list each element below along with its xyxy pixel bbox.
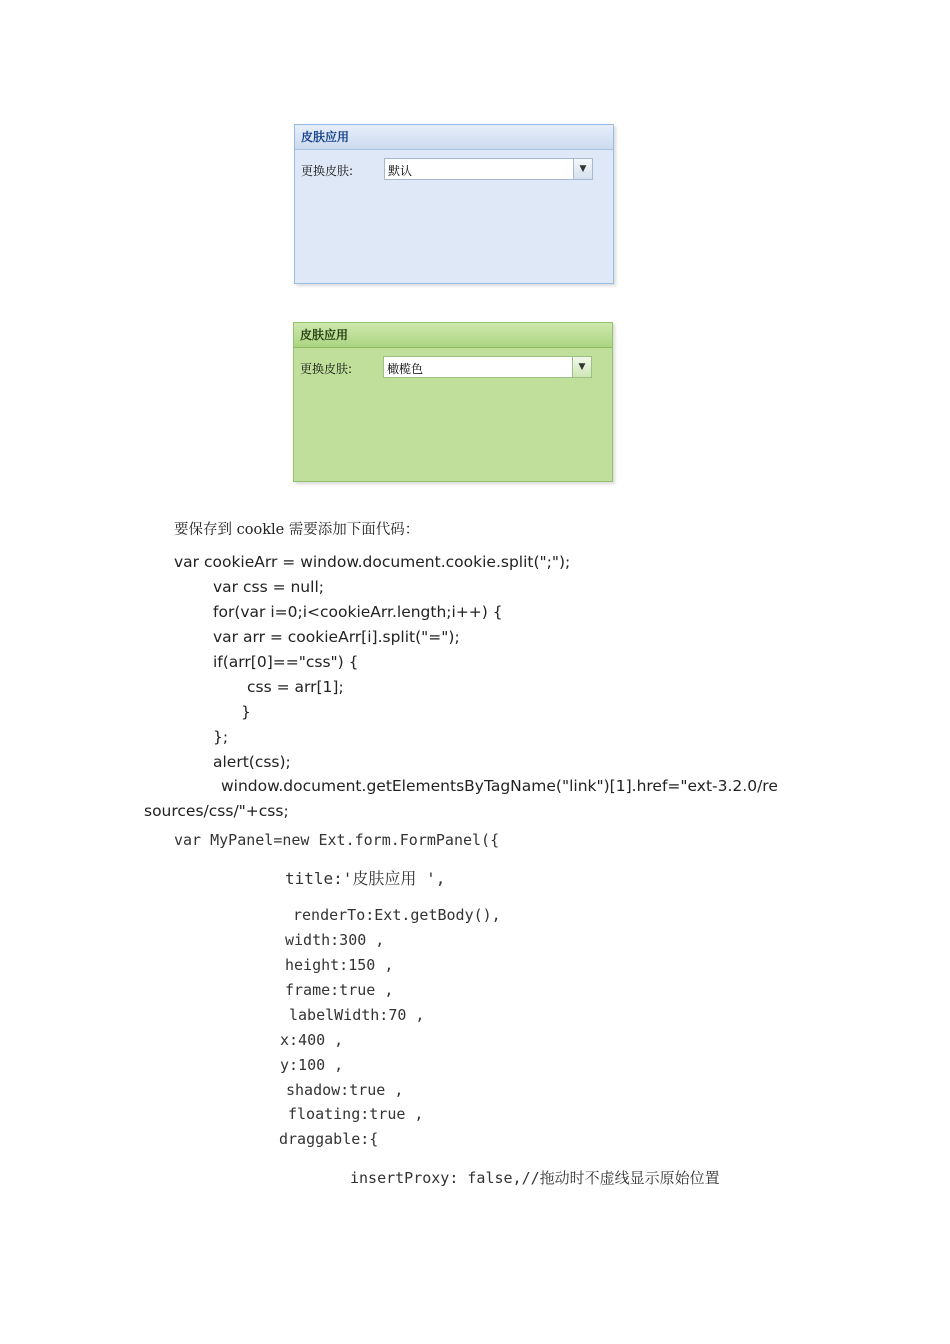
code-line: x:400 , xyxy=(280,1031,344,1049)
code-line: width:300 , xyxy=(285,931,385,949)
dropdown-trigger[interactable] xyxy=(574,158,593,180)
code-line: renderTo:Ext.getBody(), xyxy=(293,906,501,924)
skin-select-value: 橄榄色 xyxy=(387,362,424,376)
code-line: labelWidth:70 , xyxy=(289,1006,425,1024)
intro-text: 要保存到 cookle 需要添加下面代码： xyxy=(174,522,420,538)
chevron-down-icon: ▼ xyxy=(579,163,587,174)
code-line: alert(css); xyxy=(213,753,291,771)
code-line: shadow:true , xyxy=(286,1081,404,1099)
code-line: y:100 , xyxy=(280,1056,344,1074)
code-line: if(arr[0]=="css") { xyxy=(213,653,359,671)
panel-title: 皮肤应用 xyxy=(295,125,613,150)
code-line: floating:true , xyxy=(288,1105,424,1123)
code-line: height:150 , xyxy=(285,956,394,974)
skin-panel-default xyxy=(294,124,614,284)
code-line: var MyPanel=new Ext.form.FormPanel({ xyxy=(174,831,500,849)
code-line: insertProxy: false,//拖动时不虚线显示原始位置 xyxy=(350,1169,720,1187)
skin-form-row xyxy=(295,158,613,188)
skin-select[interactable] xyxy=(384,158,574,180)
skin-select[interactable] xyxy=(383,356,573,378)
skin-form-row xyxy=(294,356,612,386)
skin-panel-olive xyxy=(293,322,613,482)
code-line: }; xyxy=(213,728,229,746)
code-line: var cookieArr = window.document.cookie.split(";"); xyxy=(174,553,571,571)
code-line: } xyxy=(241,703,251,721)
code-line: var css = null; xyxy=(213,578,324,596)
dropdown-trigger[interactable] xyxy=(573,356,592,378)
code-line: sources/css/"+css; xyxy=(144,802,289,820)
code-line: draggable:{ xyxy=(279,1130,379,1148)
code-line: for(var i=0;i<cookieArr.length;i++) { xyxy=(213,603,503,621)
skin-label: 更换皮肤: xyxy=(301,164,354,178)
skin-select-value: 默认 xyxy=(388,164,413,178)
chevron-down-icon: ▼ xyxy=(578,361,586,372)
code-line: title:'皮肤应用 ', xyxy=(285,869,446,888)
skin-label: 更换皮肤: xyxy=(300,362,353,376)
code-line: var arr = cookieArr[i].split("="); xyxy=(213,628,460,646)
code-line: frame:true , xyxy=(285,981,394,999)
panel-title: 皮肤应用 xyxy=(294,323,612,348)
code-line: css = arr[1]; xyxy=(247,678,344,696)
code-line: window.document.getElementsByTagName("link")[1].href="ext-3.2.0/re xyxy=(221,777,778,795)
